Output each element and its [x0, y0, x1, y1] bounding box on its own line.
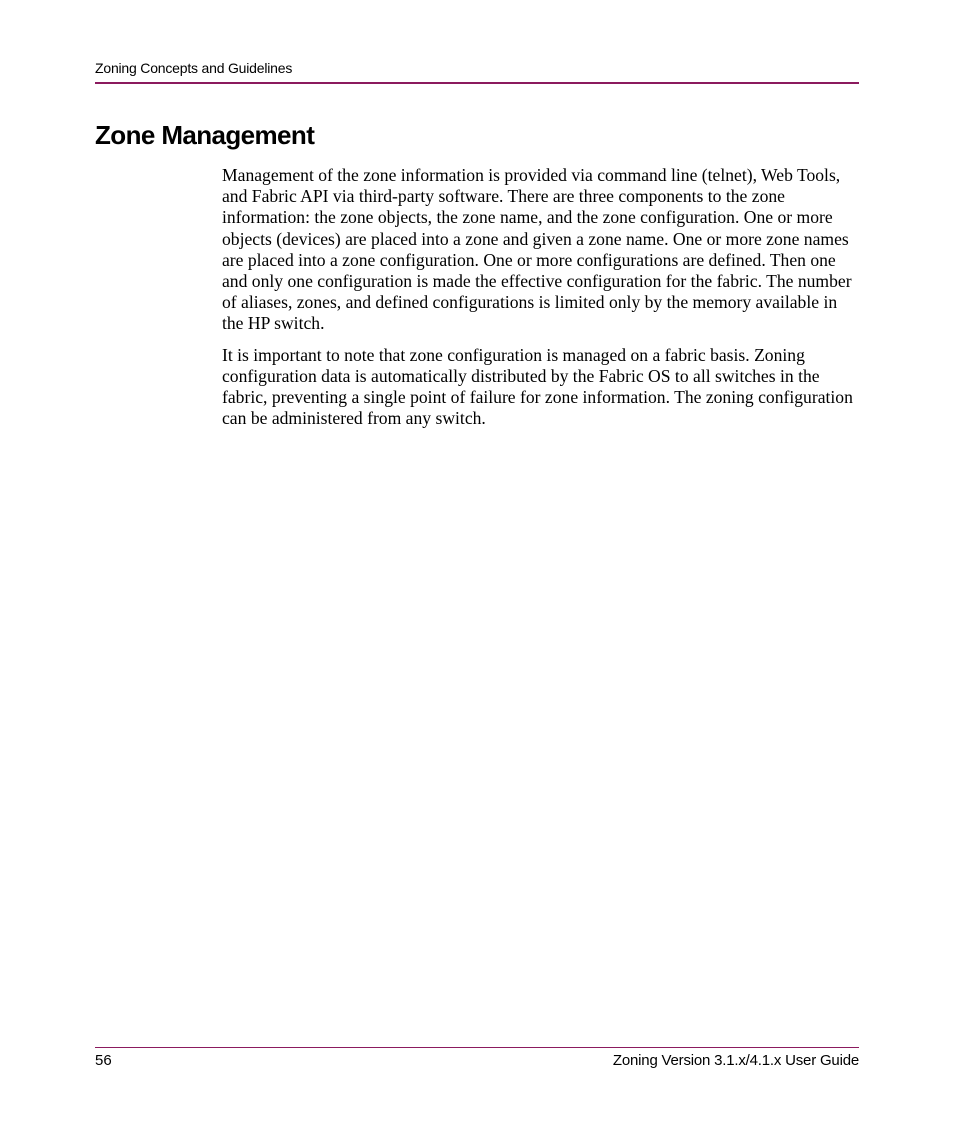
running-header: Zoning Concepts and Guidelines	[95, 60, 293, 76]
document-title: Zoning Version 3.1.x/4.1.x User Guide	[612, 1052, 859, 1069]
footer-rule	[95, 1047, 859, 1048]
section-title: Zone Management	[95, 120, 315, 150]
paragraph-2: It is important to note that zone configuration is managed on a fabric basis. Zoning configuration data is automatically distributed by the Fabric OS to all switches in the fabric, preventing a single point of failure for zone information. The zoning configuration can be administered from any switch.	[222, 344, 853, 429]
page-number: 56	[95, 1052, 112, 1069]
header-rule	[95, 82, 859, 84]
section-body	[222, 165, 862, 439]
paragraph-1: Management of the zone information is provided via command line (telnet), Web Tools, and Fabric API via third-party software. There are three components to the zone information: the zone objects, the zone name, and the zone configuration. One or more objects (devices) are placed into a zone and given a zone name. One or more zone names are placed into a zone configuration. One or more configurations are defined. Then one and only one configuration is made the effective configuration for the fabric. The number of aliases, zones, and defined configurations is limited only by the memory available in the HP switch.	[222, 165, 852, 334]
